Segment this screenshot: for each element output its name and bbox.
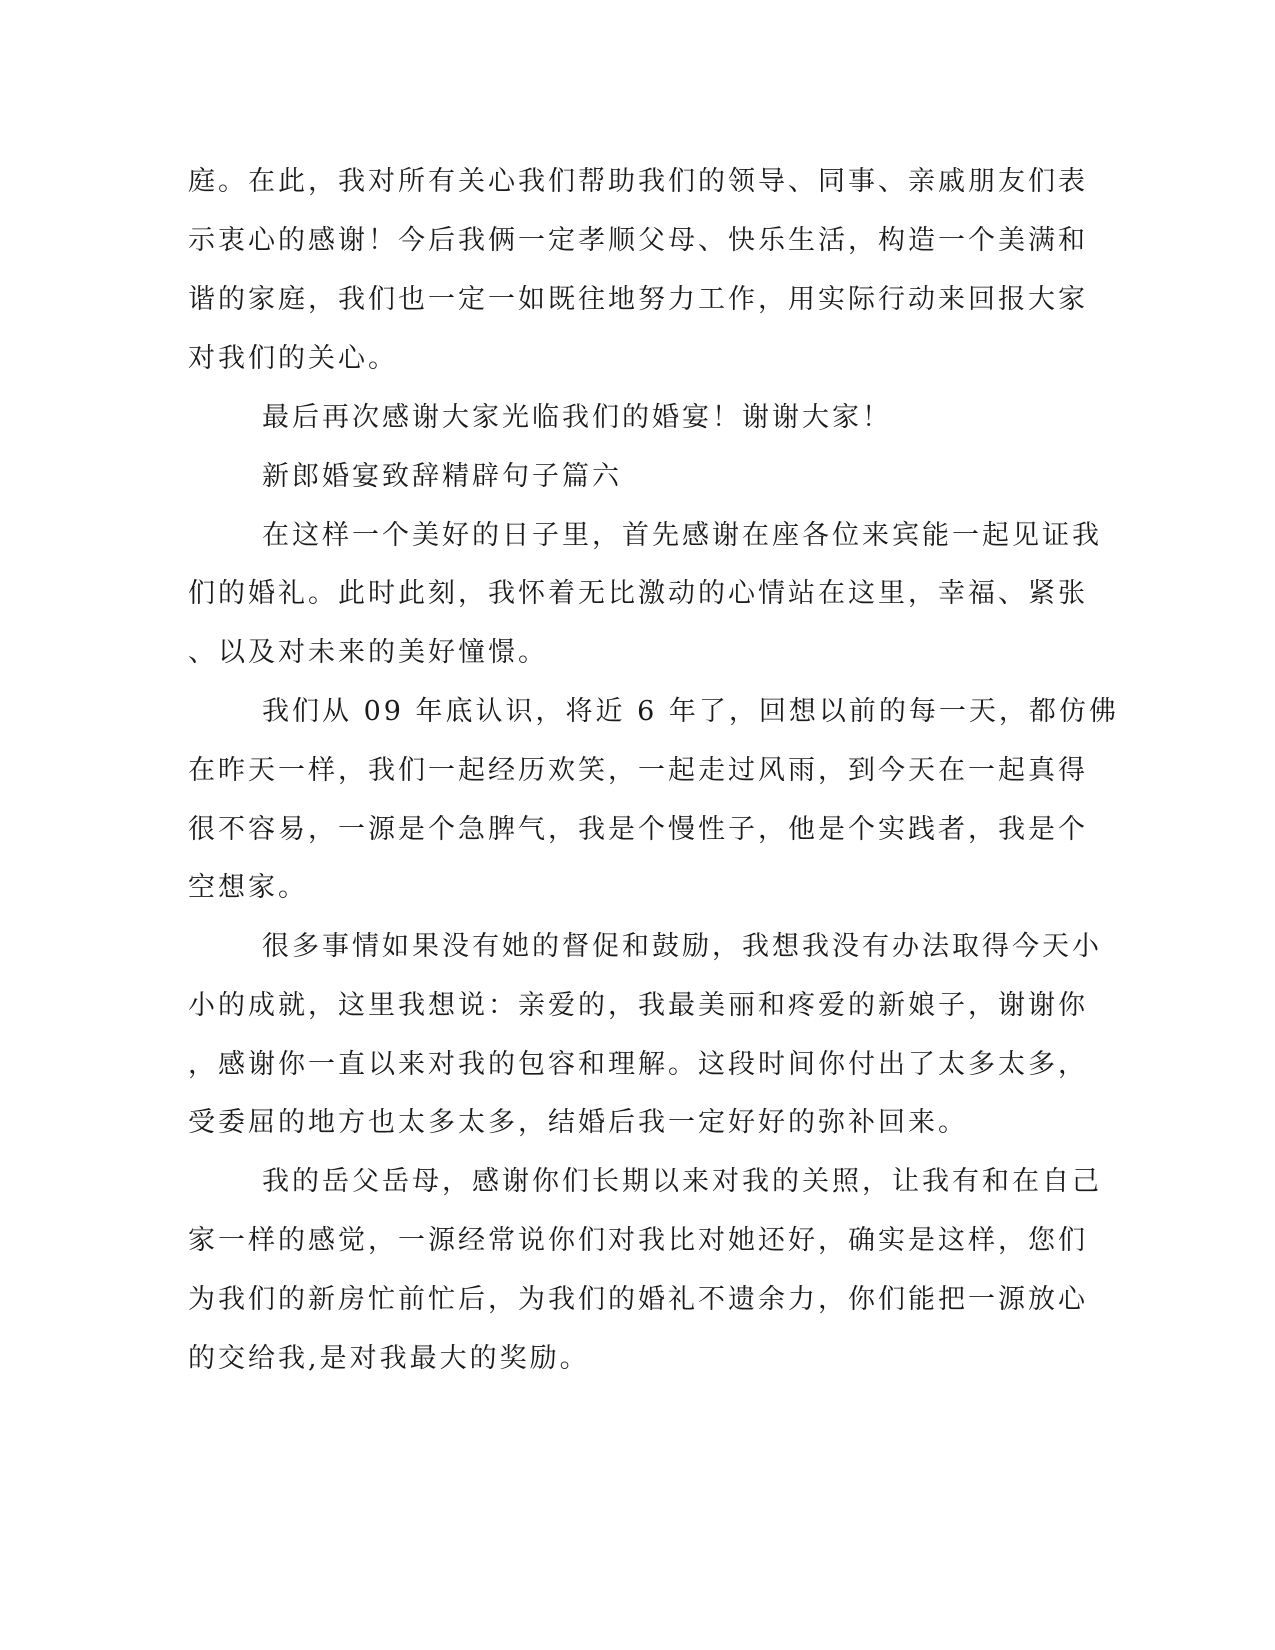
text-line: 、以及对未来的美好憧憬。 [188, 637, 548, 668]
text-line: 的交给我,是对我最大的奖励。 [188, 1343, 590, 1374]
text-line: 最后再次感谢大家光临我们的婚宴！谢谢大家！ [262, 402, 892, 433]
text-line: 示衷心的感谢！今后我俩一定孝顺父母、快乐生活，构造一个美满和 [188, 225, 1088, 256]
text-line: 对我们的关心。 [188, 343, 398, 374]
text-line: 为我们的新房忙前忙后，为我们的婚礼不遗余力，你们能把一源放心 [188, 1284, 1088, 1315]
text-line: 很不容易，一源是个急脾气，我是个慢性子，他是个实践者，我是个 [188, 814, 1088, 845]
text-line: 受委屈的地方也太多太多，结婚后我一定好好的弥补回来。 [188, 1107, 968, 1138]
text-line: 谐的家庭，我们也一定一如既往地努力工作，用实际行动来回报大家 [188, 284, 1088, 315]
text-line: 庭。在此，我对所有关心我们帮助我们的领导、同事、亲戚朋友们表 [188, 166, 1088, 197]
text-line: ，感谢你一直以来对我的包容和理解。这段时间你付出了太多太多， [188, 1049, 1088, 1080]
text-line: 小的成就，这里我想说：亲爱的，我最美丽和疼爱的新娘子，谢谢你 [188, 990, 1088, 1021]
text-line: 我们从 09 年底认识，将近 6 年了，回想以前的每一天，都仿佛 [262, 696, 1119, 727]
text-line: 在昨天一样，我们一起经历欢笑，一起走过风雨，到今天在一起真得 [188, 755, 1088, 786]
text-line: 们的婚礼。此时此刻，我怀着无比激动的心情站在这里，幸福、紧张 [188, 578, 1088, 609]
text-line: 空想家。 [188, 872, 308, 903]
text-line: 我的岳父岳母，感谢你们长期以来对我的关照，让我有和在自己 [262, 1166, 1102, 1197]
section-heading: 新郎婚宴致辞精辟句子篇六 [262, 461, 622, 492]
text-line: 在这样一个美好的日子里，首先感谢在座各位来宾能一起见证我 [262, 520, 1102, 551]
text-line: 很多事情如果没有她的督促和鼓励，我想我没有办法取得今天小 [262, 931, 1102, 962]
text-line: 家一样的感觉，一源经常说你们对我比对她还好，确实是这样，您们 [188, 1225, 1088, 1256]
